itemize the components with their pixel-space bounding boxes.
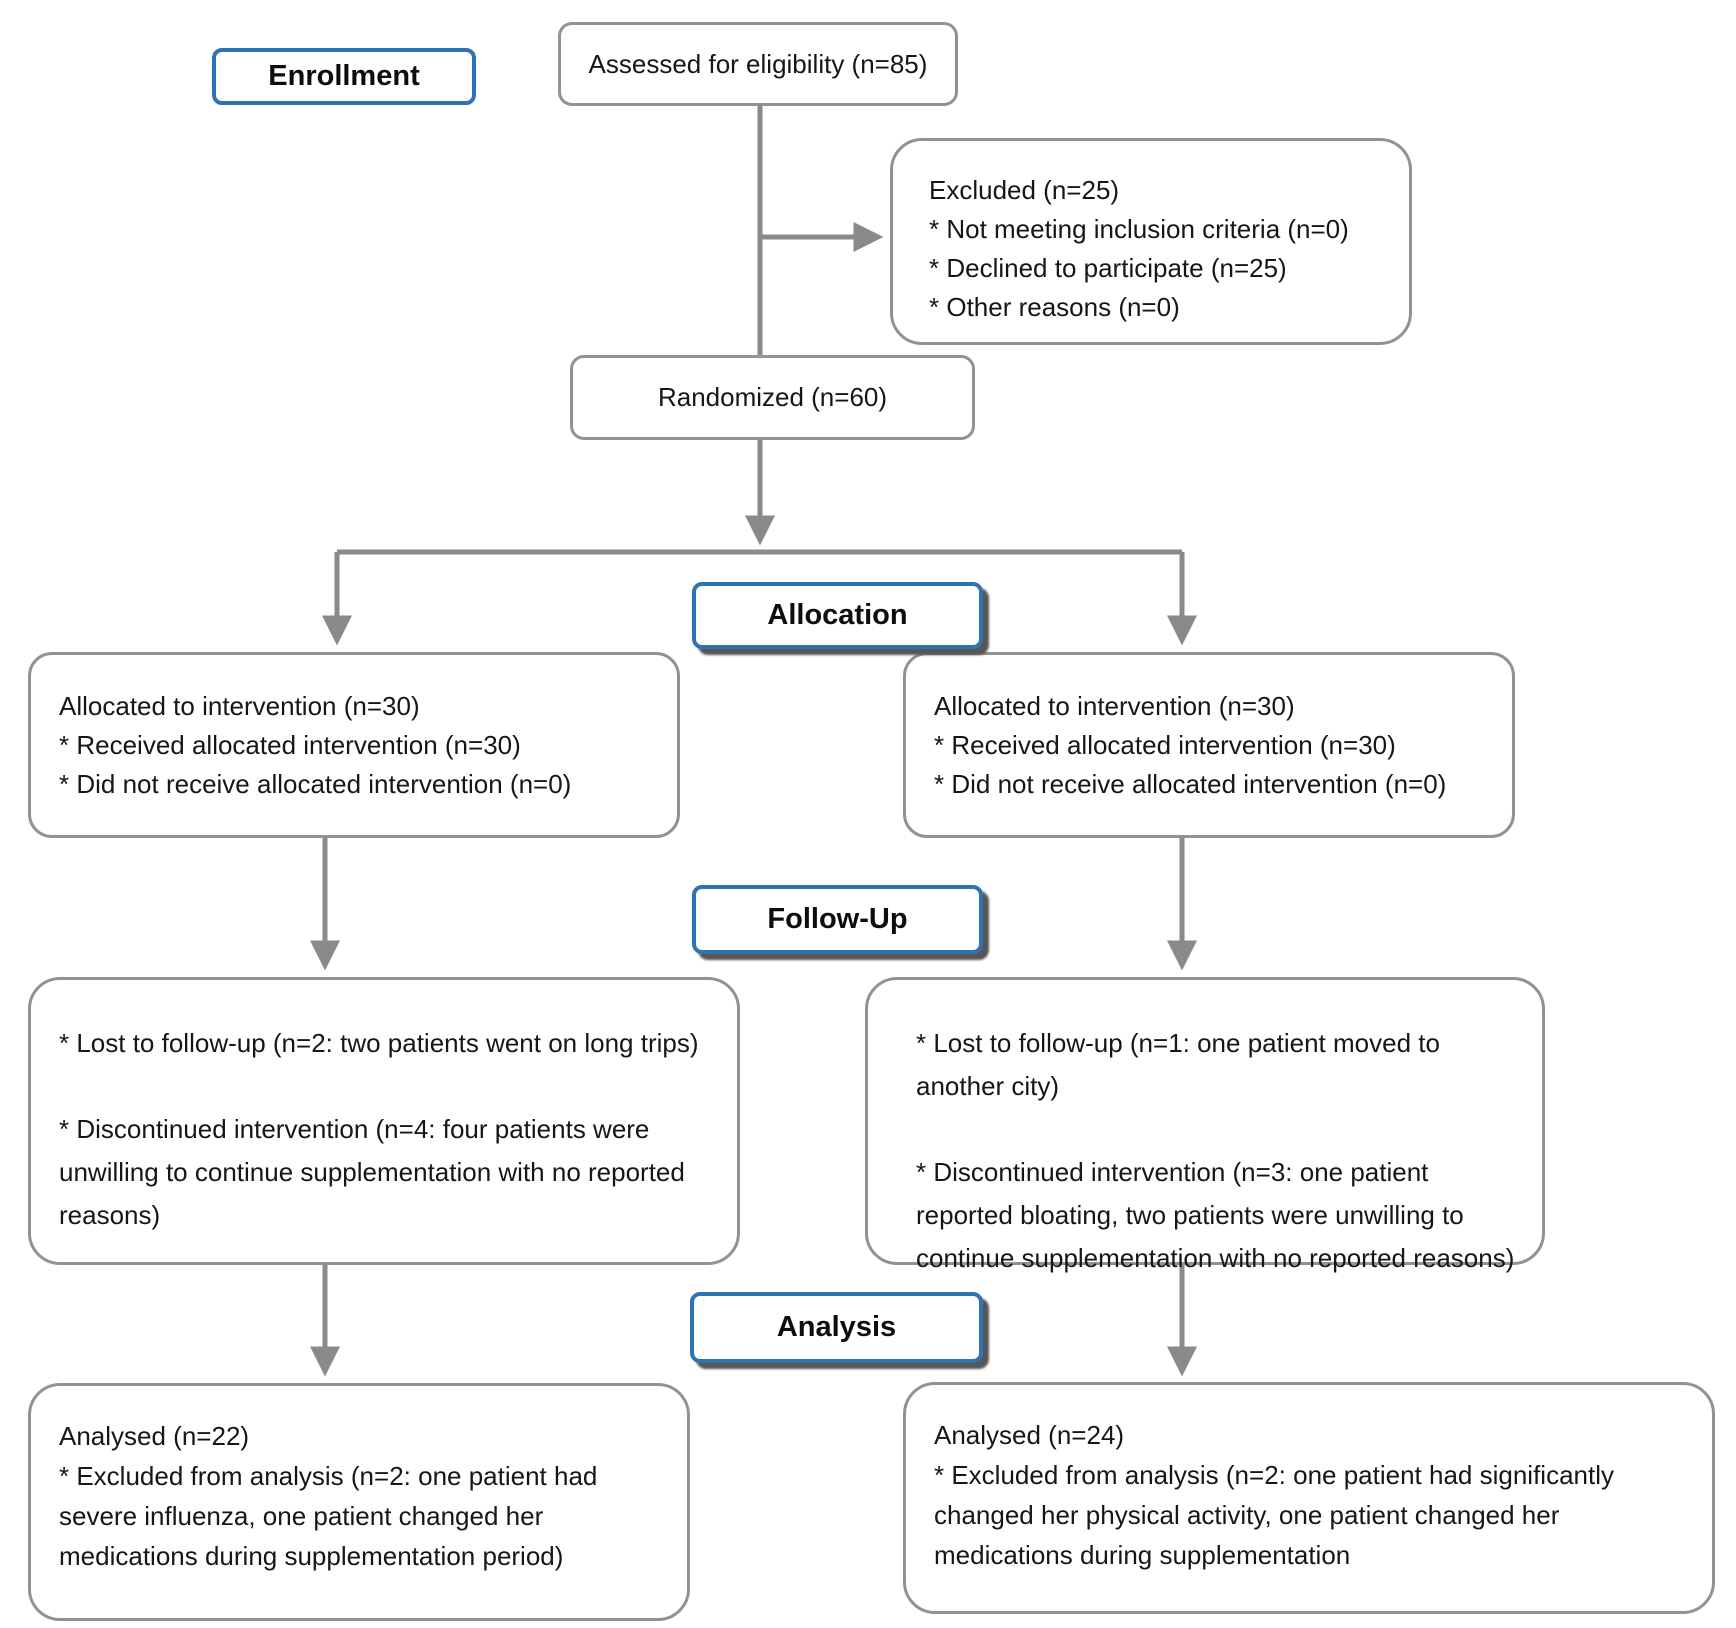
analysis-stage-label bbox=[690, 1292, 983, 1363]
randomized-text: Randomized (n=60) bbox=[657, 382, 888, 412]
allocated-left-line: * Received allocated intervention (n=30) bbox=[59, 730, 521, 760]
allocated-right-line: * Received allocated intervention (n=30) bbox=[934, 730, 1396, 760]
allocated-left-box bbox=[28, 652, 680, 838]
followup-left-paragraph: * Discontinued intervention (n=4: four patients were unwilling to continue supplementation with no reported reasons) bbox=[59, 1114, 685, 1230]
assessed-for-eligibility-box bbox=[558, 22, 958, 106]
enrollment-stage-label bbox=[212, 48, 476, 105]
analysed-right-paragraph: Analysed (n=24) bbox=[934, 1420, 1125, 1450]
allocated-left-line: * Did not receive allocated intervention (n=0) bbox=[59, 769, 572, 799]
followup-right-box bbox=[865, 977, 1545, 1273]
followup-stage-text: Follow-Up bbox=[767, 903, 908, 935]
analysed-left-paragraph: Analysed (n=22) bbox=[59, 1421, 250, 1451]
analysed-left-box bbox=[28, 1383, 690, 1621]
allocated-right-line: Allocated to intervention (n=30) bbox=[934, 691, 1295, 721]
allocated-right-line: * Did not receive allocated intervention (n=0) bbox=[934, 769, 1447, 799]
allocated-left-line: Allocated to intervention (n=30) bbox=[59, 691, 420, 721]
followup-stage-label bbox=[692, 885, 983, 954]
followup-left-box bbox=[28, 977, 740, 1265]
allocation-stage-text: Allocation bbox=[767, 599, 908, 631]
analysed-right-paragraph: * Excluded from analysis (n=2: one patient had significantly changed her physical activity, one patient changed her medications during supplementation bbox=[934, 1460, 1614, 1570]
excluded-line: * Declined to participate (n=25) bbox=[929, 253, 1287, 283]
excluded-box bbox=[890, 138, 1412, 345]
followup-right-paragraph: * Discontinued intervention (n=3: one patient reported bloating, two patients were unwilling to continue supplementation with no reported reasons) bbox=[916, 1157, 1515, 1273]
excluded-line: * Not meeting inclusion criteria (n=0) bbox=[929, 214, 1349, 244]
enrollment-stage-text: Enrollment bbox=[268, 60, 420, 92]
allocated-right-box bbox=[903, 652, 1515, 838]
randomized-box bbox=[570, 355, 975, 440]
excluded-line: * Other reasons (n=0) bbox=[929, 292, 1180, 322]
analysis-stage-text: Analysis bbox=[776, 1311, 897, 1343]
analysed-right-box bbox=[903, 1382, 1715, 1614]
followup-right-paragraph: * Lost to follow-up (n=1: one patient moved to another city) bbox=[916, 1028, 1440, 1101]
assessed-text: Assessed for eligibility (n=85) bbox=[588, 48, 928, 79]
allocation-stage-label bbox=[692, 582, 983, 649]
followup-left-paragraph: * Lost to follow-up (n=2: two patients went on long trips) bbox=[59, 1028, 699, 1058]
excluded-line: Excluded (n=25) bbox=[929, 175, 1120, 205]
analysed-left-paragraph: * Excluded from analysis (n=2: one patient had severe influenza, one patient changed her medications during supplementation period) bbox=[59, 1461, 598, 1571]
